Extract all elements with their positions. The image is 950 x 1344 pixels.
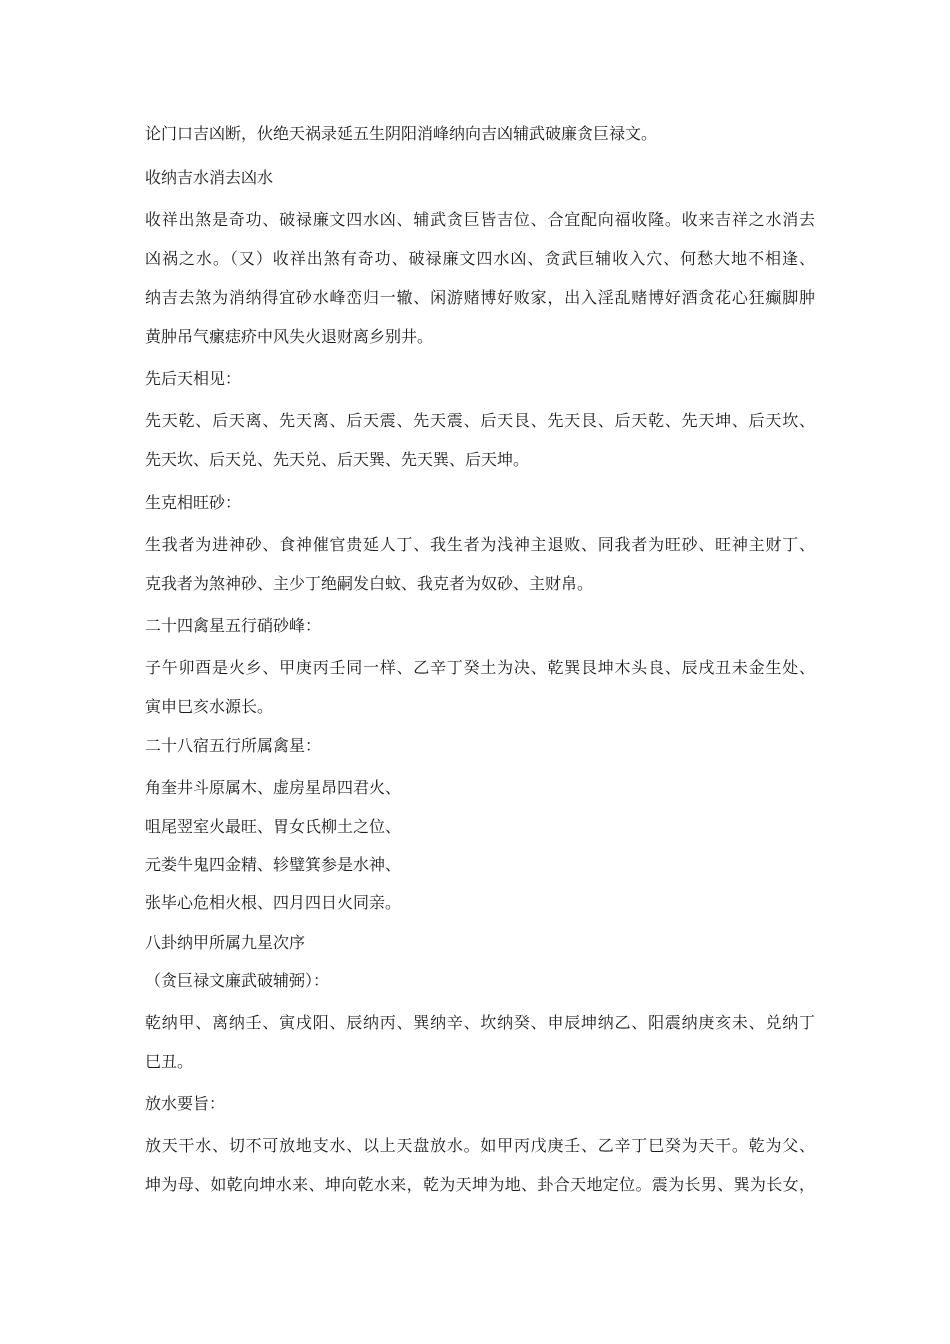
text-line: 放天干水、切不可放地支水、以上天盘放水。如甲丙戊庚壬、乙辛丁巳癸为天干。乾为父、 [145, 1136, 815, 1155]
section-heading: 收纳吉水消去凶水 [145, 168, 274, 187]
text-line: 先天坎、后天兑、先天兑、后天巽、先天巽、后天坤。 [145, 450, 530, 469]
text-line: 黄肿吊气瘰痣疥中风失火退财离乡别井。 [145, 327, 434, 346]
verse-line: 元娄牛鬼四金精、轸璧箕参是水神、 [145, 855, 402, 874]
text-line: 坤为母、如乾向坤水来、坤向乾水来，乾为天坤为地、卦合天地定位。震为长男、巽为长女， [145, 1175, 815, 1194]
section-heading: 先后天相见： [145, 369, 242, 388]
section-heading: 八卦纳甲所属九星次序 [145, 933, 306, 952]
verse-line: 角奎井斗原属木、虚房星昂四君火、 [145, 778, 402, 797]
text-line: 生我者为进神砂、食神催官贵延人丁、我生者为浅神主退败、同我者为旺砂、旺神主财丁、 [145, 535, 815, 554]
text-line: 论门口吉凶断，伙绝天祸录延五生阴阳消峰纳向吉凶辅武破廉贪巨禄文。 [145, 124, 658, 143]
text-line: 寅申巳亥水源长。 [145, 697, 274, 716]
section-subheading: （贪巨禄文廉武破辅弼）： [145, 971, 330, 990]
text-line: 巳丑。 [145, 1052, 194, 1071]
text-line: 收祥出煞是奇功、破禄廉文四水凶、辅武贪巨皆吉位、合宜配向福收隆。收来吉祥之水消去 [145, 210, 815, 229]
text-line: 克我者为煞神砂、主少丁绝嗣发白蚊、我克者为奴砂、主财帛。 [145, 574, 594, 593]
verse-line: 咀尾翌室火最旺、胃女氏柳土之位、 [145, 817, 402, 836]
section-heading: 生克相旺砂： [145, 493, 242, 512]
text-line: 子午卯酉是火乡、甲庚丙壬同一样、乙辛丁癸土为决、乾巽艮坤木头良、辰戌丑未金生处、 [145, 658, 815, 677]
text-line: 乾纳甲、离纳壬、寅戌阳、辰纳丙、巽纳辛、坎纳癸、申辰坤纳乙、阳震纳庚亥未、兑纳丁 [145, 1013, 815, 1032]
text-line: 凶祸之水。（又）收祥出煞有奇功、破禄廉文四水凶、贪武巨辅收入穴、何愁大地不相逢、 [145, 249, 815, 268]
text-line: 纳吉去煞为消纳得宜砂水峰峦归一辙、闲游赌博好败家，出入淫乱赌博好酒贪花心狂癫脚肿 [145, 288, 815, 307]
verse-line: 张毕心危相火根、四月四日火同亲。 [145, 893, 402, 912]
text-line: 先天乾、后天离、先天离、后天震、先天震、后天艮、先天艮、后天乾、先天坤、后天坎、 [145, 411, 815, 430]
section-heading: 二十八宿五行所属禽星： [145, 736, 322, 755]
section-heading: 二十四禽星五行硝砂峰： [145, 616, 322, 635]
section-heading: 放水要旨： [145, 1094, 226, 1113]
